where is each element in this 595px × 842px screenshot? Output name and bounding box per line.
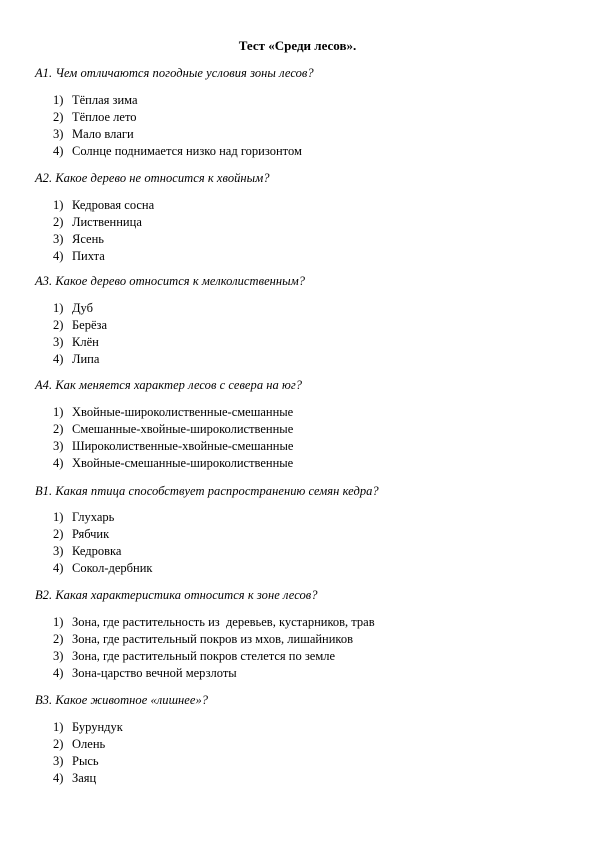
option	[53, 736, 123, 753]
option-text: Олень	[72, 737, 106, 751]
option-number: 4)	[53, 456, 64, 470]
option	[53, 455, 293, 472]
option	[53, 248, 154, 265]
option-text: Хвойные-смешанные-широколиственные	[72, 456, 294, 470]
options-a2	[53, 197, 154, 265]
option-text: Берёза	[72, 318, 108, 332]
option-number: 4)	[53, 249, 64, 263]
option	[53, 92, 302, 109]
option-text: Зона, где растительный покров из мхов, лишайников	[72, 632, 354, 646]
option-number: 2)	[53, 215, 64, 229]
option-number: 4)	[53, 666, 64, 680]
option	[53, 543, 152, 560]
option-number: 1)	[53, 615, 64, 629]
option-number: 1)	[53, 93, 64, 107]
option	[53, 231, 154, 248]
options-b3	[53, 719, 123, 787]
option-text: Дуб	[72, 301, 93, 315]
option-text: Рысь	[72, 754, 99, 768]
option-text: Широколиственные-хвойные-смешанные	[72, 439, 294, 453]
option	[53, 300, 107, 317]
option	[53, 214, 154, 231]
option-number: 4)	[53, 144, 64, 158]
option-number: 3)	[53, 439, 64, 453]
option	[53, 526, 152, 543]
option	[53, 197, 154, 214]
option-number: 2)	[53, 737, 64, 751]
option-text: Хвойные-широколиственные-смешанные	[72, 405, 294, 419]
option	[53, 665, 375, 682]
option-text: Пихта	[72, 249, 105, 263]
option-text: Солнце поднимается низко над горизонтом	[72, 144, 302, 158]
option	[53, 317, 107, 334]
question-a1: А1. Чем отличаются погодные условия зоны лесов?	[35, 66, 314, 80]
question-a3: А3. Какое дерево относится к мелколиственным?	[35, 274, 306, 288]
option-number: 2)	[53, 318, 64, 332]
option-text: Кедровая сосна	[72, 198, 155, 212]
option-number: 1)	[53, 720, 64, 734]
option-text: Заяц	[72, 771, 97, 785]
option-number: 3)	[53, 754, 64, 768]
option	[53, 631, 375, 648]
option-text: Зона, где растительность из деревьев, кустарников, трав	[72, 615, 375, 629]
option	[53, 334, 107, 351]
option-number: 3)	[53, 127, 64, 141]
option	[53, 509, 152, 526]
option	[53, 438, 293, 455]
option-text: Бурундук	[72, 720, 123, 734]
option-text: Смешанные-хвойные-широколиственные	[72, 422, 294, 436]
options-a3	[53, 300, 107, 368]
option-number: 1)	[53, 510, 64, 524]
option	[53, 126, 302, 143]
option	[53, 351, 107, 368]
option-number: 2)	[53, 110, 64, 124]
option	[53, 648, 375, 665]
option-text: Кедровка	[72, 544, 122, 558]
question-a2: А2. Какое дерево не относится к хвойным?	[35, 171, 270, 185]
options-a4	[53, 404, 293, 472]
option-text: Зона-царство вечной мерзлоты	[72, 666, 237, 680]
option-text: Мало влаги	[72, 127, 134, 141]
option-number: 4)	[53, 561, 64, 575]
option-text: Тёплое лето	[72, 110, 137, 124]
option-text: Тёплая зима	[72, 93, 138, 107]
option	[53, 143, 302, 160]
option-number: 3)	[53, 649, 64, 663]
option	[53, 404, 293, 421]
question-b1: В1. Какая птица способствует распространению семян кедра?	[35, 484, 379, 498]
option-text: Липа	[72, 352, 100, 366]
option-text: Ясень	[72, 232, 104, 246]
option-number: 2)	[53, 422, 64, 436]
option	[53, 421, 293, 438]
question-b2: В2. Какая характеристика относится к зоне лесов?	[35, 588, 318, 602]
option	[53, 109, 302, 126]
option-number: 1)	[53, 198, 64, 212]
option-number: 3)	[53, 335, 64, 349]
question-b3: В3. Какое животное «лишнее»?	[35, 693, 209, 707]
option-number: 3)	[53, 544, 64, 558]
option	[53, 719, 123, 736]
option	[53, 770, 123, 787]
option-number: 2)	[53, 632, 64, 646]
options-b2	[53, 614, 375, 682]
option-text: Клён	[72, 335, 99, 349]
option-text: Сокол-дербник	[72, 561, 153, 575]
option-text: Рябчик	[72, 527, 110, 541]
option-text: Глухарь	[72, 510, 115, 524]
option-number: 3)	[53, 232, 64, 246]
option-number: 1)	[53, 405, 64, 419]
options-b1	[53, 509, 152, 577]
options-a1	[53, 92, 302, 160]
option-number: 4)	[53, 352, 64, 366]
page-title: Тест «Среди лесов».	[238, 38, 357, 53]
option	[53, 753, 123, 770]
option-text: Зона, где растительный покров стелется по земле	[72, 649, 336, 663]
question-a4: А4. Как меняется характер лесов с севера на юг?	[35, 378, 303, 392]
option	[53, 614, 375, 631]
option-text: Лиственница	[72, 215, 142, 229]
option-number: 1)	[53, 301, 64, 315]
option-number: 4)	[53, 771, 64, 785]
option	[53, 560, 152, 577]
option-number: 2)	[53, 527, 64, 541]
